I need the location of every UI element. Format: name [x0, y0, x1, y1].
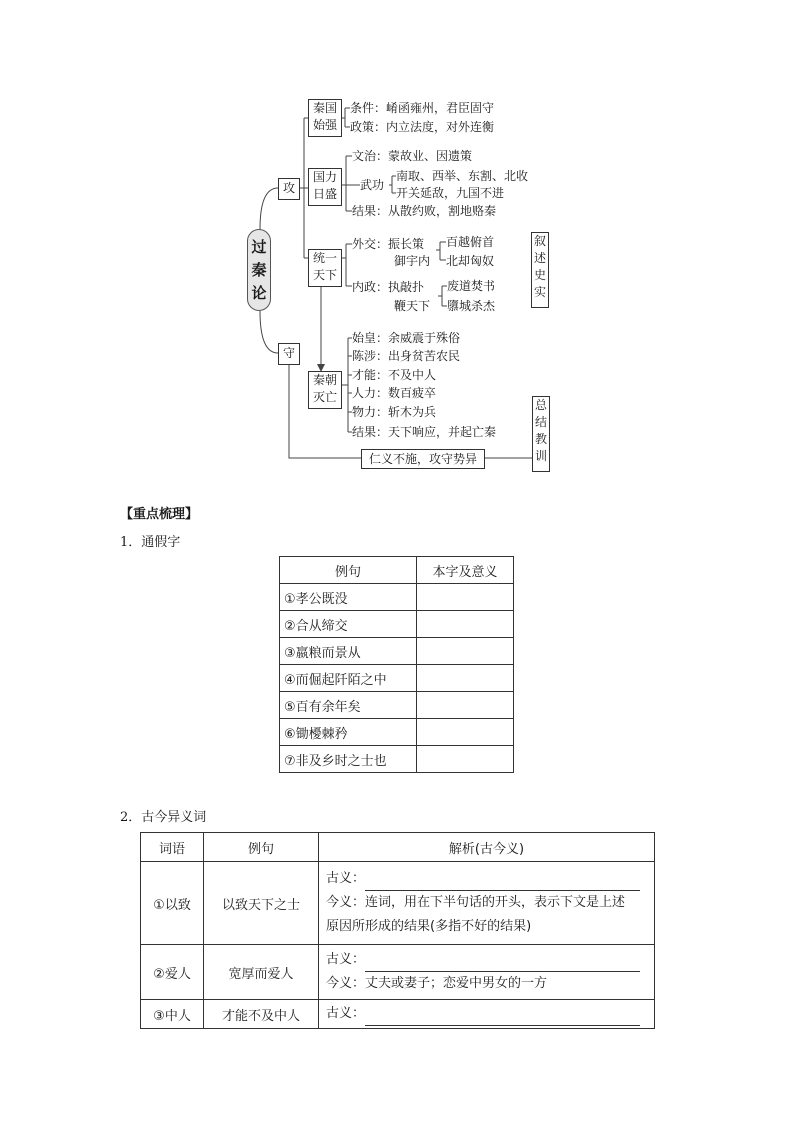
- table-row: [280, 665, 514, 692]
- node-line: 秦国: [312, 101, 337, 115]
- example-cell: ⑤百有余年矣: [280, 692, 417, 719]
- leaf-wuli: 物力：斩木为兵: [352, 405, 437, 419]
- tongjiazi-table: [279, 556, 514, 773]
- leaf-shihuang: 始皇：余威震于殊俗: [352, 331, 461, 345]
- leaf-waijiao-2: 御宇内: [394, 254, 431, 268]
- node-line: 日盛: [312, 187, 337, 201]
- node-char: 史: [533, 268, 546, 282]
- leaf-jieguo-1: 结果：从散约败，割地赂秦: [352, 204, 497, 218]
- leaf-tiaojian: 条件：崤函雍州，君臣固守: [350, 101, 495, 115]
- heading-gujin-yiyi: 2．古今异义词: [120, 810, 207, 825]
- leaf-wugong-1: 南取、西举、东割、北收: [396, 169, 529, 183]
- gu-line: [320, 1002, 653, 1026]
- node-char: 总: [534, 398, 547, 412]
- leaf-neizheng: 内政：执敲扑: [352, 280, 425, 294]
- gujin-yiyi-table: [140, 832, 655, 1029]
- table-row: [280, 638, 514, 665]
- example-cell: ④而倔起阡陌之中: [280, 665, 417, 692]
- section-title: 【重点梳理】: [120, 507, 199, 522]
- gu-label: 古义：: [326, 871, 366, 886]
- leaf-neizheng-r1: 废道焚书: [447, 279, 496, 293]
- title-pill: [247, 229, 271, 311]
- jin-line: 今义：连词，用在下半句话的开头，表示下文是上述: [326, 895, 626, 910]
- table-row: [141, 1000, 655, 1029]
- word-cell: ③中人: [141, 1000, 204, 1029]
- word-cell: ①以致: [141, 862, 204, 945]
- header-example: 例句: [280, 557, 417, 584]
- node-char: 结: [534, 415, 547, 429]
- answer-cell[interactable]: [417, 611, 514, 638]
- heading-tongjiazi: 1．通假字: [120, 535, 181, 550]
- node-guoli: [308, 168, 342, 206]
- node-line: 秦朝: [312, 373, 337, 387]
- jin-line: 今义：丈夫或妻子；恋爱中男女的一方: [326, 976, 548, 991]
- example-cell: ①孝公既没: [280, 584, 417, 611]
- node-renyi: 仁义不施，攻守势异: [361, 449, 485, 469]
- answer-cell[interactable]: [417, 665, 514, 692]
- gu-line: [320, 867, 653, 891]
- node-char: 叙: [533, 234, 546, 248]
- answer-cell[interactable]: [417, 584, 514, 611]
- table-row: [280, 611, 514, 638]
- jin-line: 原因所形成的结果(多指不好的结果): [326, 919, 532, 934]
- example-cell: ③嬴粮而景从: [280, 638, 417, 665]
- node-tongyi: [308, 249, 342, 287]
- leaf-chenshe: 陈涉：出身贫苦农民: [352, 349, 461, 363]
- table-row: [141, 945, 655, 1000]
- node-gong: 攻: [278, 178, 300, 200]
- leaf-wugong-2: 开关延敌，九国不进: [396, 186, 505, 200]
- node-line: 始强: [312, 118, 337, 132]
- node-line: 天下: [312, 268, 337, 282]
- gu-label: 古义：: [326, 952, 366, 967]
- title-char: 过: [251, 238, 267, 256]
- table-row: [280, 746, 514, 773]
- leaf-zhengce: 政策：内立法度，对外连衡: [350, 120, 495, 134]
- leaf-waijiao: 外交：振长策: [352, 237, 425, 251]
- table-header-row: [141, 833, 655, 862]
- answer-cell[interactable]: [417, 692, 514, 719]
- leaf-neizheng-2: 鞭天下: [394, 299, 431, 313]
- answer-cell[interactable]: [417, 746, 514, 773]
- header-word: 词语: [141, 833, 204, 862]
- leaf-waijiao-r1: 百越俯首: [446, 235, 495, 249]
- answer-blank[interactable]: [365, 1011, 640, 1026]
- example-cell: ⑦非及乡时之士也: [280, 746, 417, 773]
- answer-cell[interactable]: [417, 719, 514, 746]
- analysis-cell: [319, 862, 655, 945]
- analysis-cell: [319, 945, 655, 1000]
- node-xushu-shishi: [531, 232, 549, 308]
- node-qin-qiangshi: [308, 99, 342, 137]
- title-char: 秦: [251, 261, 267, 279]
- node-char: 训: [534, 449, 547, 463]
- table-row: [280, 719, 514, 746]
- node-char: 教: [534, 432, 547, 446]
- node-shou: 守: [278, 343, 300, 365]
- example-cell: ②合从缔交: [280, 611, 417, 638]
- answer-cell[interactable]: [417, 638, 514, 665]
- example-cell: 才能不及中人: [204, 1000, 319, 1029]
- answer-blank[interactable]: [365, 876, 640, 891]
- gu-label: 古义：: [326, 1006, 366, 1021]
- example-cell: ⑥锄櫌棘矜: [280, 719, 417, 746]
- node-line: 统一: [312, 251, 337, 265]
- node-char: 实: [533, 285, 546, 299]
- table-row: [141, 862, 655, 945]
- node-line: 灭亡: [312, 390, 337, 404]
- header-answer: 本字及意义: [417, 557, 514, 584]
- table-header-row: [280, 557, 514, 584]
- leaf-renli: 人力：数百疲卒: [352, 386, 437, 400]
- node-miewang: [308, 371, 342, 409]
- leaf-waijiao-r2: 北却匈奴: [446, 254, 495, 268]
- example-cell: 以致天下之士: [204, 862, 319, 945]
- title-char: 论: [251, 284, 267, 302]
- example-cell: 宽厚而爱人: [204, 945, 319, 1000]
- leaf-jieguo-2: 结果：天下响应，并起亡秦: [352, 425, 497, 439]
- table-row: [280, 584, 514, 611]
- node-zongjie-jiaoxun: [532, 396, 550, 472]
- analysis-cell: [319, 1000, 655, 1029]
- gu-line: [320, 948, 653, 972]
- leaf-neizheng-r2: 隳城杀杰: [447, 299, 496, 313]
- header-analysis: 解析(古今义): [319, 833, 655, 862]
- leaf-caineng: 才能：不及中人: [352, 368, 437, 382]
- mind-map-diagram: [0, 0, 794, 480]
- leaf-wenzhi: 文治：蒙故业、因遗策: [352, 149, 473, 163]
- leaf-wugong: 武功: [360, 178, 385, 192]
- word-cell: ②爱人: [141, 945, 204, 1000]
- answer-blank[interactable]: [365, 957, 640, 972]
- node-line: 国力: [312, 170, 337, 184]
- header-example: 例句: [204, 833, 319, 862]
- table-row: [280, 692, 514, 719]
- node-char: 述: [533, 251, 546, 265]
